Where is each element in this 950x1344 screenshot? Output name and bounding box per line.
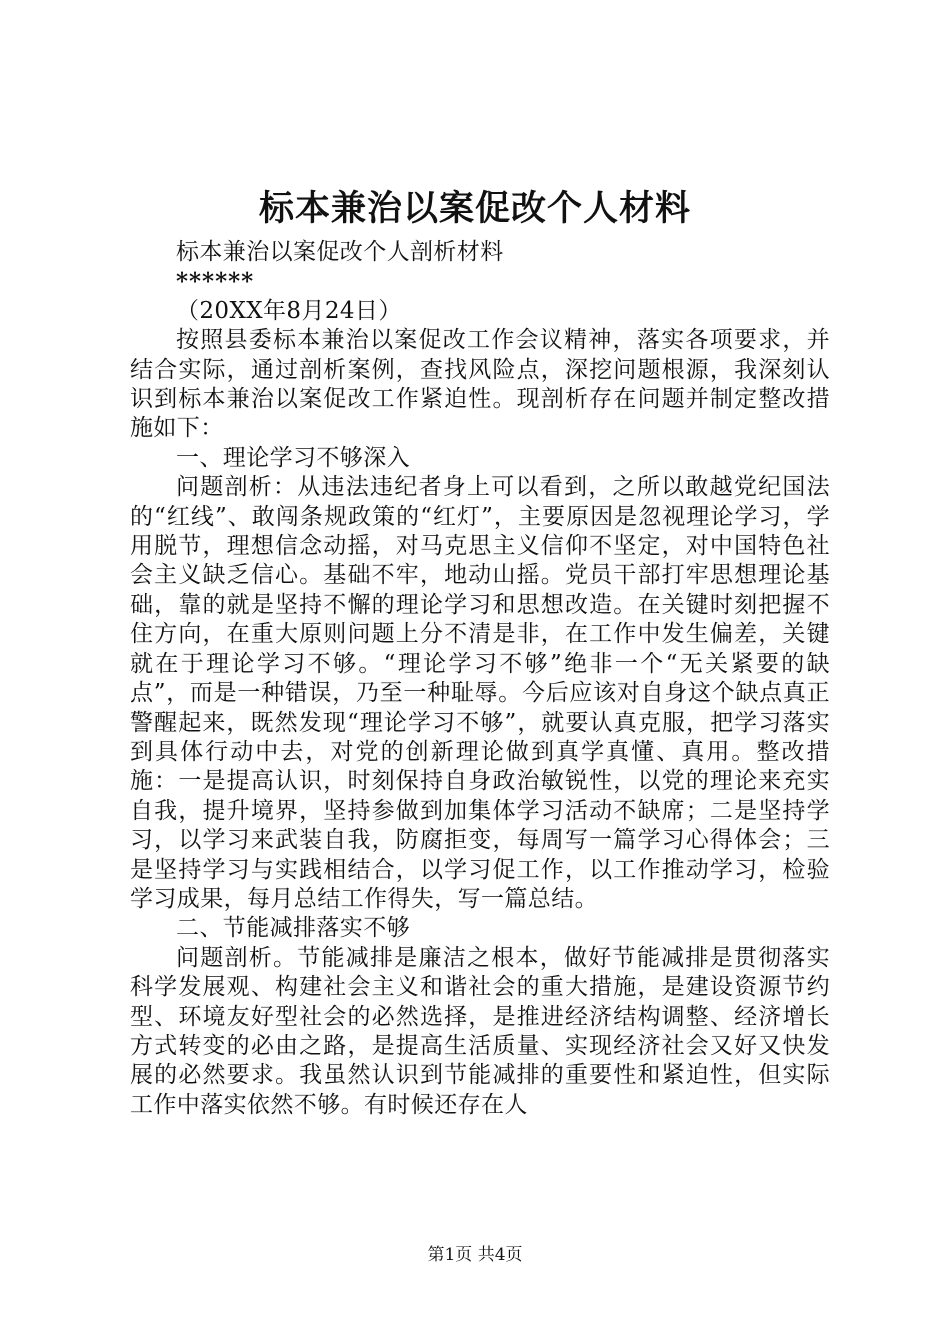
paragraph-section-2: 问题剖析。节能减排是廉洁之根本，做好节能减排是贯彻落实科学发展观、构建社会主义和谐社会的重大措施，是建设资源节约型、环境友好型社会的必然选择，是推进经济结构调整、经济增长方式转变的必由之路，是提高生活质量、实现经济社会又好又快发展的必然要求。我虽然认识到节能减排的重要性和紧迫性，但实际工作中落实依然不够。有时候还存在人 [130,944,830,1118]
document-subtitle: 标本兼治以案促改个人剖析材料 [176,239,504,265]
section-heading-1: 一、理论学习不够深入 [176,444,410,471]
document-title: 标本兼治以案促改个人材料 [258,188,691,229]
page-number-footer: 第1页 共4页 [427,1245,523,1265]
author-placeholder: ****** [176,268,255,296]
paragraph-intro: 按照县委标本兼治以案促改工作会议精神，落实各项要求，并结合实际，通过剖析案例，查找风险点，深挖问题根源，我深刻认识到标本兼治以案促改工作紧迫性。现剖析存在问题并制定整改措施如下： [130,327,830,442]
paragraph-section-1: 问题剖析：从违法违纪者身上可以看到，之所以敢越党纪国法的“红线”、敢闯条规政策的“红灯”，主要原因是忽视理论学习，学用脱节，理想信念动摇，对马克思主义信仰不坚定，对中国特色社会主义缺乏信心。基础不牢，地动山摇。党员干部打牢思想理论基础，靠的就是坚持不懈的理论学习和思想改造。在关键时刻把握不住方向，在重大原则问题上分不清是非，在工作中发生偏差，关键就在于理论学习不够。“理论学习不够”绝非一个“无关紧要的缺点”，而是一种错误，乃至一种耻辱。今后应该对自身这个缺点真正警醒起来，既然发现“理论学习不够”，就要认真克服，把学习落实到具体行动中去，对党的创新理论做到真学真懂、真用。整改措施：一是提高认识，时刻保持自身政治敏锐性，以党的理论来充实自我，提升境界，坚持参做到加集体学习活动不缺席；二是坚持学习，以学习来武装自我，防腐拒变，每周写一篇学习心得体会；三是坚持学习与实践相结合，以学习促工作，以工作推动学习，检验学习成果，每月总结工作得失，写一篇总结。 [130,474,830,912]
section-heading-2: 二、节能减排落实不够 [176,915,410,942]
document-body [130,238,830,1120]
document-date: （20XX年8月24日） [176,297,402,324]
